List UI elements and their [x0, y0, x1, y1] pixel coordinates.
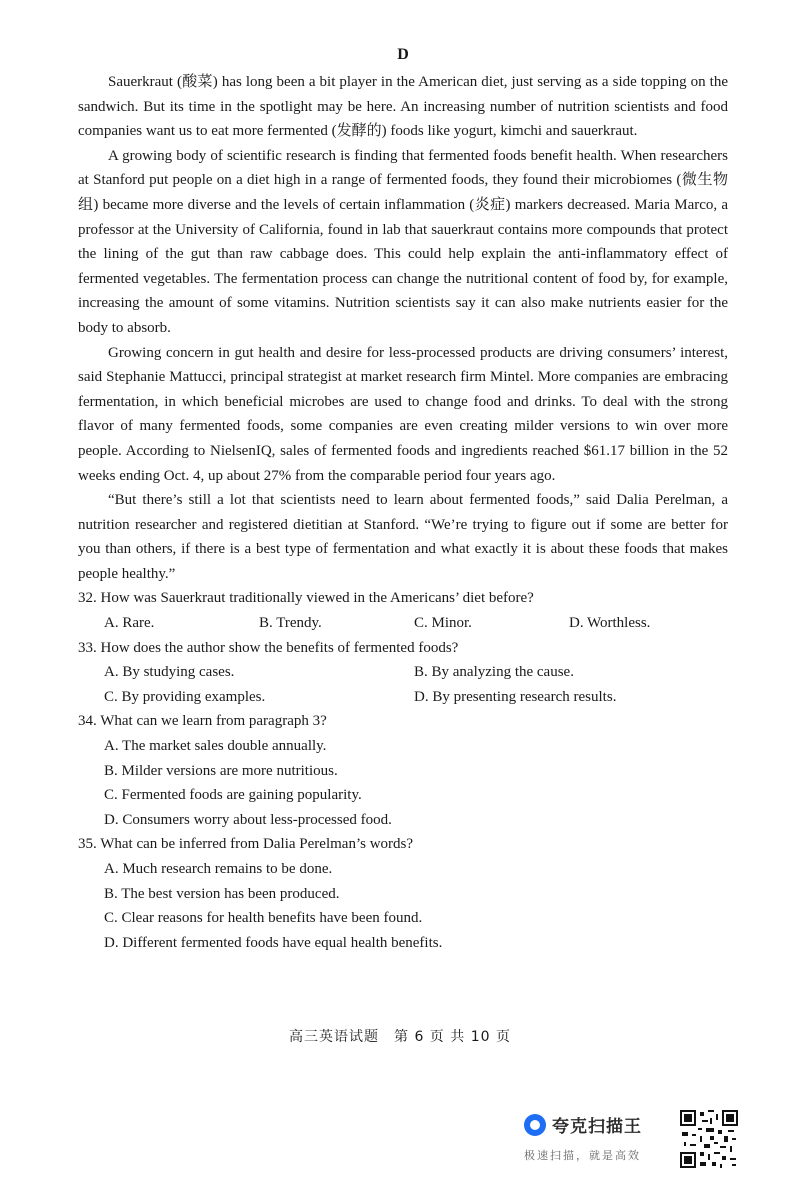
passage-paragraph-2: A growing body of scientific research is finding that fermented foods benefit health. When researchers at Stanford put people on a diet high in a range of fermented foods, they found their microbiomes (微生物组) became more diverse and the levels of certain inflammation (炎症) markers decreased. Maria Marco, a professor at the University of California, found in lab that sauerkraut contains more compounds that protect the lining of the gut than raw cabbage does. This could help explain the anti-inflammatory effect of fermented vegetables. The fermentation process can change the nutritional content of food by, for example, increasing the amount of some vitamins. Nutrition scientists say it can also make nutrients easier for the body to absorb. — [78, 147, 728, 336]
question-options-row-1 — [78, 660, 728, 685]
question-options-row-2 — [78, 685, 728, 710]
option-b: B. By analyzing the cause. — [414, 664, 574, 681]
passage-paragraph-1: Sauerkraut (酸菜) has long been a bit player in the American diet, just serving as a side topping on the sandwich. But its time in the spotlight may be here. An increasing number of nutrition scientists and food companies want us to eat more fermented (发酵的) foods like yogurt, kimchi and sauerkraut. — [78, 74, 728, 140]
section-letter: D — [397, 46, 409, 63]
scanner-watermark — [524, 1112, 674, 1163]
option-d: D. Worthless. — [569, 615, 651, 632]
watermark-app-name: 夸克扫描王 — [552, 1117, 642, 1137]
question-stem: 33. How does the author show the benefits of fermented foods? — [78, 639, 459, 656]
question-stem: 35. What can be inferred from Dalia Perelman’s words? — [78, 836, 414, 853]
option-c: C. Minor. — [414, 615, 472, 632]
question-34 — [78, 709, 728, 832]
qr-code-icon — [680, 1110, 738, 1168]
option-d: D. By presenting research results. — [414, 688, 617, 705]
option-c: C. By providing examples. — [104, 688, 266, 705]
page-footer: 高三英语试题 第 6 页 共 10 页 — [289, 1029, 511, 1045]
exam-page — [78, 44, 728, 955]
watermark-slogan: 极速扫描，就是高效 — [524, 1149, 641, 1162]
question-stem: 32. How was Sauerkraut traditionally viewed in the Americans’ diet before? — [78, 590, 534, 607]
option-b: B. Trendy. — [259, 615, 322, 632]
option-d: D. Consumers worry about less-processed food. — [104, 811, 392, 828]
option-c: C. Fermented foods are gaining popularity. — [104, 787, 362, 804]
option-c: C. Clear reasons for health benefits have been found. — [104, 910, 423, 927]
option-a: A. Rare. — [104, 615, 155, 632]
question-stem: 34. What can we learn from paragraph 3? — [78, 713, 327, 730]
question-32 — [78, 586, 728, 635]
question-35 — [78, 832, 728, 955]
option-d: D. Different fermented foods have equal health benefits. — [104, 934, 443, 951]
passage-paragraph-4: “But there’s still a lot that scientists need to learn about fermented foods,” said Dalia Perelman, a nutrition researcher and registered dietitian at Stanford. “We’re trying to figure out if some are better for you than others, if there is a best type of fermentation and what exactly it is about these foods that makes people healthy.” — [78, 492, 728, 582]
question-options — [78, 611, 728, 636]
option-a: A. By studying cases. — [104, 664, 235, 681]
option-b: B. The best version has been produced. — [104, 885, 340, 902]
question-33 — [78, 636, 728, 710]
quark-logo-icon — [524, 1114, 546, 1136]
option-a: A. Much research remains to be done. — [104, 861, 333, 877]
option-a: A. The market sales double annually. — [104, 738, 327, 755]
option-b: B. Milder versions are more nutritious. — [104, 762, 338, 779]
passage-paragraph-3: Growing concern in gut health and desire for less-processed products are driving consumers’ interest, said Stephanie Mattucci, principal strategist at market research firm Mintel. More companies are embracing fermentation, in which beneficial microbes are used to change food and drinks. To deal with the strong flavor of many fermented foods, some companies are even creating milder versions to win over more people. According to NielsenIQ, sales of fermented foods and ingredients reached $61.17 billion in the 52 weeks ending Oct. 4, up about 27% from the comparable period four years ago. — [78, 344, 728, 484]
